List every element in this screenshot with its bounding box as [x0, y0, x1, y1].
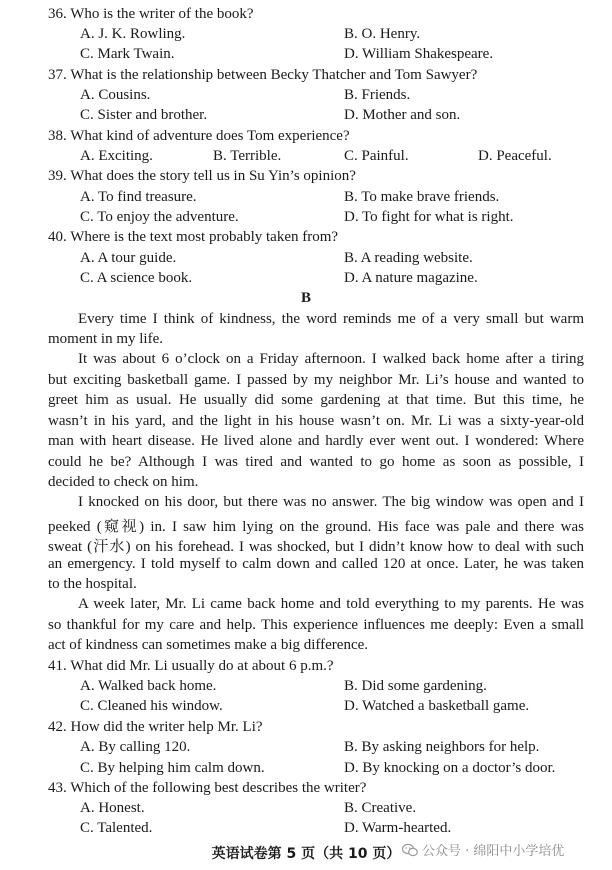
q39-option-a: A. To find treasure. — [80, 189, 197, 205]
q39-option-d: D. To fight for what is right. — [344, 209, 514, 225]
question-39: 39. What does the story tell us in Su Yin’s opinion? — [48, 168, 356, 184]
question-42: 42. How did the writer help Mr. Li? — [48, 719, 263, 735]
passage-line: A week later, Mr. Li came back home and told everything to my parents. He was — [78, 596, 584, 612]
passage-line: could he be? Although I was tired and wanted to go home as soon as possible, I — [48, 454, 584, 470]
q41-option-c: C. Cleaned his window. — [80, 698, 223, 714]
q43-option-c: C. Talented. — [80, 820, 153, 836]
passage-line: sweat (汗水) on his forehead. I was shocked, but I didn’t know how to deal with such — [48, 539, 584, 555]
passage-line: greet him as usual. He usually did some gardening at that time. But this time, he — [48, 392, 584, 408]
question-41: 41. What did Mr. Li usually do at about 6 p.m.? — [48, 658, 334, 674]
question-43: 43. Which of the following best describes the writer? — [48, 780, 367, 796]
q37-option-b: B. Friends. — [344, 87, 411, 103]
q43-option-d: D. Warm-hearted. — [344, 820, 452, 836]
q41-option-a: A. Walked back home. — [80, 678, 217, 694]
q37-option-c: C. Sister and brother. — [80, 107, 208, 123]
passage-line: but exciting basketball game. I passed by my neighbor Mr. Li’s house and wanted to — [48, 372, 584, 388]
q38-option-d: D. Peaceful. — [478, 148, 552, 164]
q40-option-a: A. A tour guide. — [80, 250, 177, 266]
q38-option-c: C. Painful. — [344, 148, 409, 164]
q42-option-a: A. By calling 120. — [80, 739, 191, 755]
passage-line: an emergency. I told myself to calm down and called 120 at once. Later, he was taken — [48, 556, 584, 572]
q39-option-b: B. To make brave friends. — [344, 189, 500, 205]
q42-option-d: D. By knocking on a doctor’s door. — [344, 760, 556, 776]
q37-option-d: D. Mother and son. — [344, 107, 461, 123]
question-38: 38. What kind of adventure does Tom experience? — [48, 128, 350, 144]
q38-option-b: B. Terrible. — [213, 148, 282, 164]
passage-line: Every time I think of kindness, the word reminds me of a very small but warm — [78, 311, 584, 327]
q38-option-a: A. Exciting. — [80, 148, 153, 164]
q43-option-a: A. Honest. — [80, 800, 145, 816]
passage-line: It was about 6 o’clock on a Friday afternoon. I walked back home after a tiring — [78, 351, 584, 367]
q40-option-c: C. A science book. — [80, 270, 193, 286]
passage-line: I knocked on his door, but there was no answer. The big window was open and I — [78, 494, 584, 510]
q37-option-a: A. Cousins. — [80, 87, 151, 103]
passage-line: decided to check on him. — [48, 474, 199, 490]
q42-option-c: C. By helping him calm down. — [80, 760, 265, 776]
passage-line: peeked (窥视) in. I saw him lying on the ground. His face was pale and there was — [48, 519, 584, 535]
q36-option-a: A. J. K. Rowling. — [80, 26, 186, 42]
q40-option-d: D. A nature magazine. — [344, 270, 478, 286]
wechat-icon — [402, 843, 418, 857]
passage-line: moment in my life. — [48, 331, 163, 347]
q41-option-d: D. Watched a basketball game. — [344, 698, 530, 714]
passage-line: act of kindness can sometimes make a big difference. — [48, 637, 369, 653]
question-37: 37. What is the relationship between Becky Thatcher and Tom Sawyer? — [48, 67, 478, 83]
section-label: B — [300, 290, 311, 306]
q41-option-b: B. Did some gardening. — [344, 678, 487, 694]
watermark — [402, 840, 564, 859]
page-footer: 英语试卷第 5 页（共 10 页） — [211, 846, 401, 862]
q42-option-b: B. By asking neighbors for help. — [344, 739, 540, 755]
passage-line: wasn’t in his yard, and the light in his house wasn’t on. Mr. Li was a sixty-year-old — [48, 413, 584, 429]
question-36: 36. Who is the writer of the book? — [48, 6, 254, 22]
q36-option-c: C. Mark Twain. — [80, 46, 175, 62]
passage-line: man with heart disease. He lived alone and hardly ever went out. I wondered: Where — [48, 433, 584, 449]
q36-option-d: D. William Shakespeare. — [344, 46, 494, 62]
watermark-text: 公众号 · 绵阳中小学培优 — [422, 844, 565, 859]
q36-option-b: B. O. Henry. — [344, 26, 421, 42]
passage-line: so thankful for my care and help. This experience influences me deeply: Even a small — [48, 617, 584, 633]
q43-option-b: B. Creative. — [344, 800, 417, 816]
question-40: 40. Where is the text most probably taken from? — [48, 229, 339, 245]
q39-option-c: C. To enjoy the adventure. — [80, 209, 239, 225]
q40-option-b: B. A reading website. — [344, 250, 473, 266]
passage-line: to the hospital. — [48, 576, 137, 592]
